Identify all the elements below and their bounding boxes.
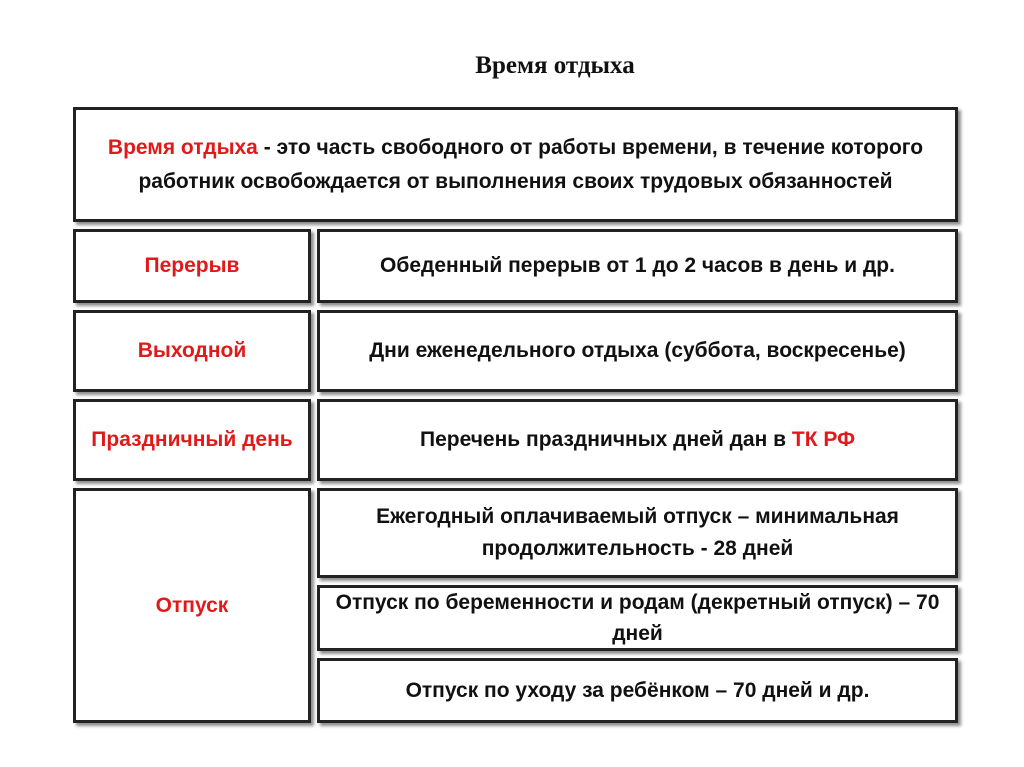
category-vacation <box>73 488 311 723</box>
description-line: Дни еженедельного отдыха <box>369 339 659 362</box>
category-label: день <box>242 428 293 451</box>
break-description <box>317 229 958 303</box>
description-line <box>420 424 855 456</box>
description-line: Отпуск по беременности и родам <box>335 591 685 614</box>
definition-term: Время отдыха <box>107 135 258 159</box>
description-line: Обеденный перерыв от 1 до 2 часов в день и др. <box>380 254 895 277</box>
labor-code-reference: ТК РФ <box>791 428 856 451</box>
category-label: Перерыв <box>144 254 240 277</box>
annual-leave-description <box>317 488 958 578</box>
page-title: Время отдыха <box>475 52 635 79</box>
description-line: Ежегодный оплачиваемый отпуск – <box>376 505 750 528</box>
childcare-leave-description <box>317 658 958 723</box>
definition-text <box>96 131 935 199</box>
description-text: Перечень праздничных дней дан в <box>419 428 792 451</box>
holiday-description <box>317 399 958 481</box>
day-off-description <box>317 310 958 392</box>
category-label: Выходной <box>137 339 247 362</box>
category-break <box>73 229 311 303</box>
description-line: (суббота, воскресенье) <box>664 339 906 362</box>
category-day-off <box>73 310 311 392</box>
definition-box <box>73 107 958 222</box>
description-line: минимальная продолжительность - 28 дней <box>481 505 899 560</box>
maternity-leave-description <box>317 585 958 651</box>
category-holiday <box>73 399 311 481</box>
category-label: Праздничный <box>91 428 237 451</box>
description-line: Отпуск по уходу за ребёнком – 70 дней и др. <box>405 678 870 702</box>
category-label: Отпуск <box>155 593 229 617</box>
description-line: (декретный отпуск) – 70 дней <box>612 591 940 645</box>
definition-body: - это часть свободного от работы времени, в течение которого работник освобождается от выполнения своих трудовых обязанностей <box>138 135 924 193</box>
